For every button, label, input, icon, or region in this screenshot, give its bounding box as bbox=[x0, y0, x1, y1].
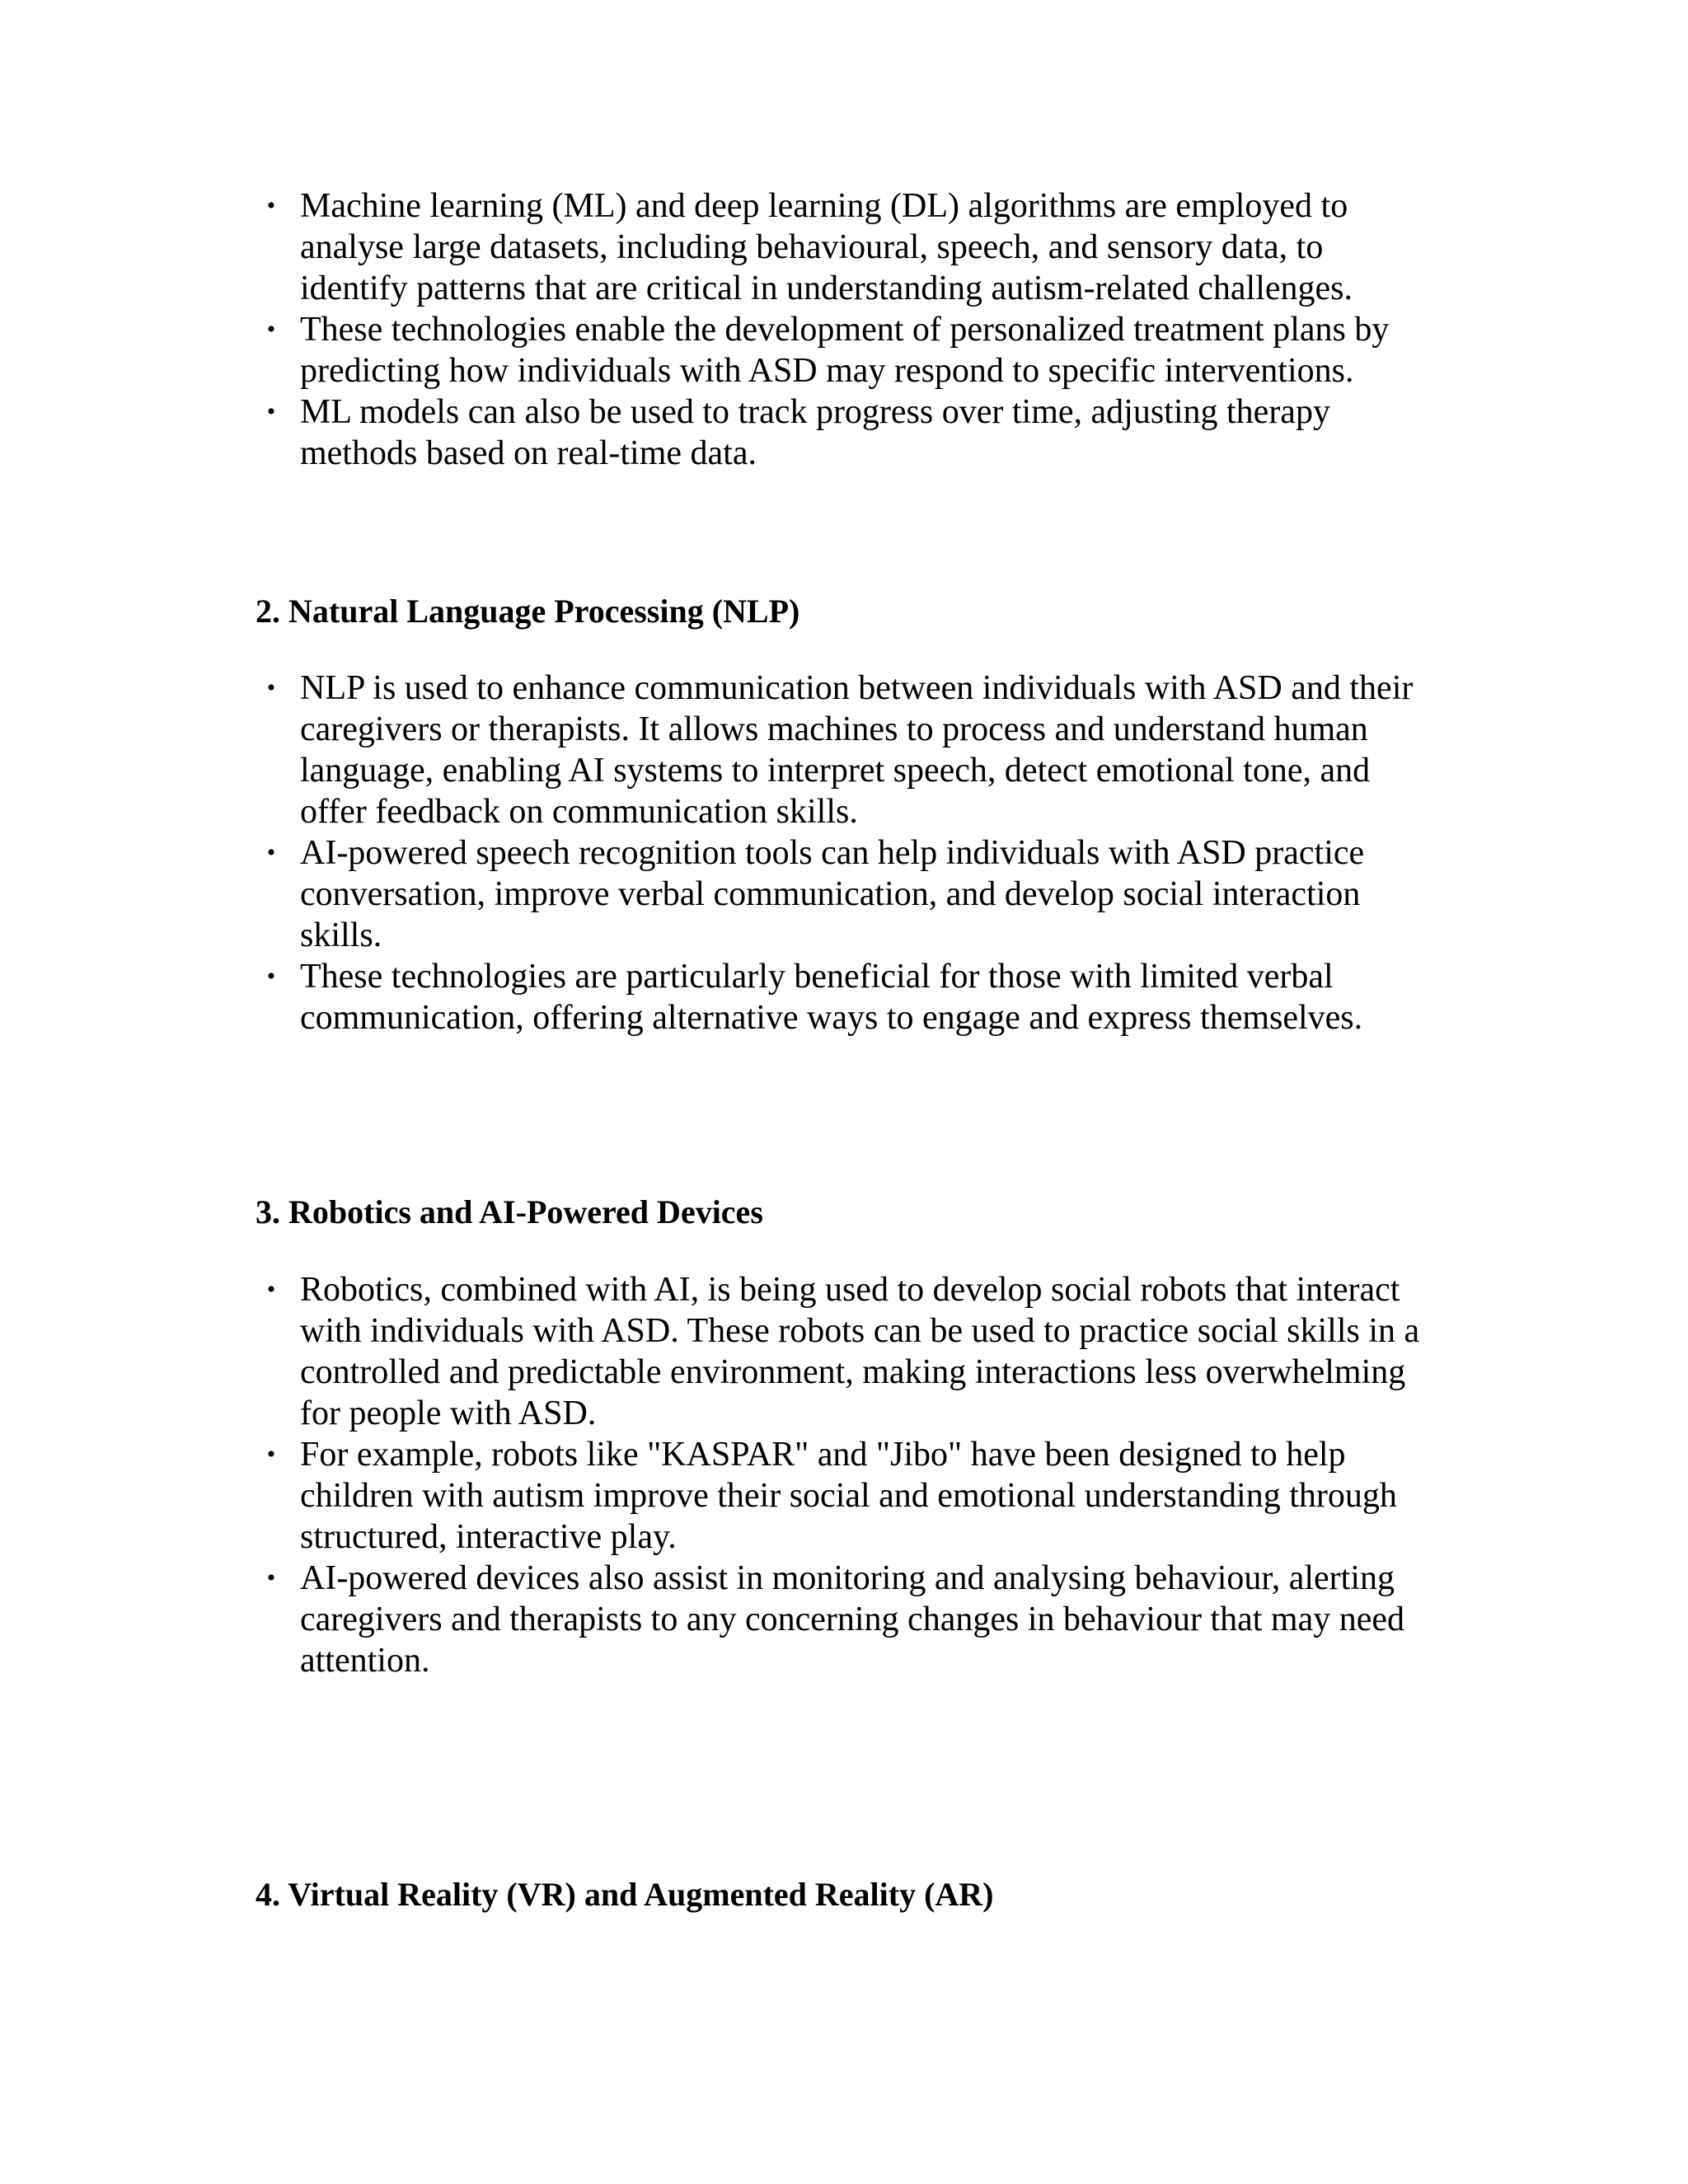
bullet-dot-icon: • bbox=[266, 316, 276, 343]
bullet-text: Robotics, combined with AI, is being used to develop social robots that interact with individuals with ASD. These robots can be used to practice social skills in a controlled and predictable environment, making interactions less overwhelming for people with ASD. bbox=[300, 1271, 1420, 1432]
bullet-item bbox=[266, 1434, 1437, 1558]
bullet-dot-icon: • bbox=[266, 1276, 276, 1303]
section-2-bullet-list bbox=[266, 668, 1437, 1038]
bullet-dot-icon: • bbox=[266, 839, 276, 866]
section-3-bullet-list bbox=[266, 1269, 1437, 1681]
bullet-dot-icon: • bbox=[266, 1564, 276, 1591]
section-3-heading: 3. Robotics and AI-Powered Devices bbox=[256, 1193, 763, 1230]
bullet-dot-icon: • bbox=[266, 963, 276, 990]
bullet-text: NLP is used to enhance communication between individuals with ASD and their caregivers or therapists. It allows machines to process and understand human language, enabling AI systems to interpret speech, detect emotional tone, and offer feedback on communication skills. bbox=[300, 669, 1414, 831]
bullet-dot-icon: • bbox=[266, 398, 276, 425]
section-4-heading: 4. Virtual Reality (VR) and Augmented Reality (AR) bbox=[256, 1876, 994, 1913]
bullet-item bbox=[266, 391, 1437, 474]
bullet-dot-icon: • bbox=[266, 1441, 276, 1468]
bullet-text: These technologies enable the development of personalized treatment plans by predicting how individuals with ASD may respond to specific interventions. bbox=[300, 311, 1390, 390]
bullet-item bbox=[266, 1269, 1437, 1434]
bullet-dot-icon: • bbox=[266, 192, 276, 219]
bullet-dot-icon: • bbox=[266, 674, 276, 701]
bullet-text: These technologies are particularly beneficial for those with limited verbal communication, offering alternative ways to engage and express themselves. bbox=[300, 958, 1363, 1037]
bullet-item bbox=[266, 668, 1437, 832]
section-1-bullet-list bbox=[266, 185, 1437, 474]
bullet-text: AI-powered speech recognition tools can help individuals with ASD practice conversation, improve verbal communication, and develop social interaction skills. bbox=[300, 834, 1365, 954]
bullet-text: Machine learning (ML) and deep learning (DL) algorithms are employed to analyse large datasets, including behavioural, speech, and sensory data, to identify patterns that are critical in understanding autism-related challenges. bbox=[300, 187, 1353, 307]
bullet-item bbox=[266, 956, 1437, 1038]
bullet-text: AI-powered devices also assist in monitoring and analysing behaviour, alerting caregivers and therapists to any concerning changes in behaviour that may need attention. bbox=[300, 1559, 1405, 1680]
bullet-item bbox=[266, 185, 1437, 309]
bullet-item bbox=[266, 1558, 1437, 1681]
bullet-text: For example, robots like "KASPAR" and "Jibo" have been designed to help children with autism improve their social and emotional understanding through structured, interactive play. bbox=[300, 1436, 1397, 1556]
bullet-item bbox=[266, 309, 1437, 391]
bullet-item bbox=[266, 832, 1437, 956]
section-2-heading: 2. Natural Language Processing (NLP) bbox=[256, 593, 800, 630]
bullet-text: ML models can also be used to track progress over time, adjusting therapy methods based on real-time data. bbox=[300, 393, 1330, 472]
